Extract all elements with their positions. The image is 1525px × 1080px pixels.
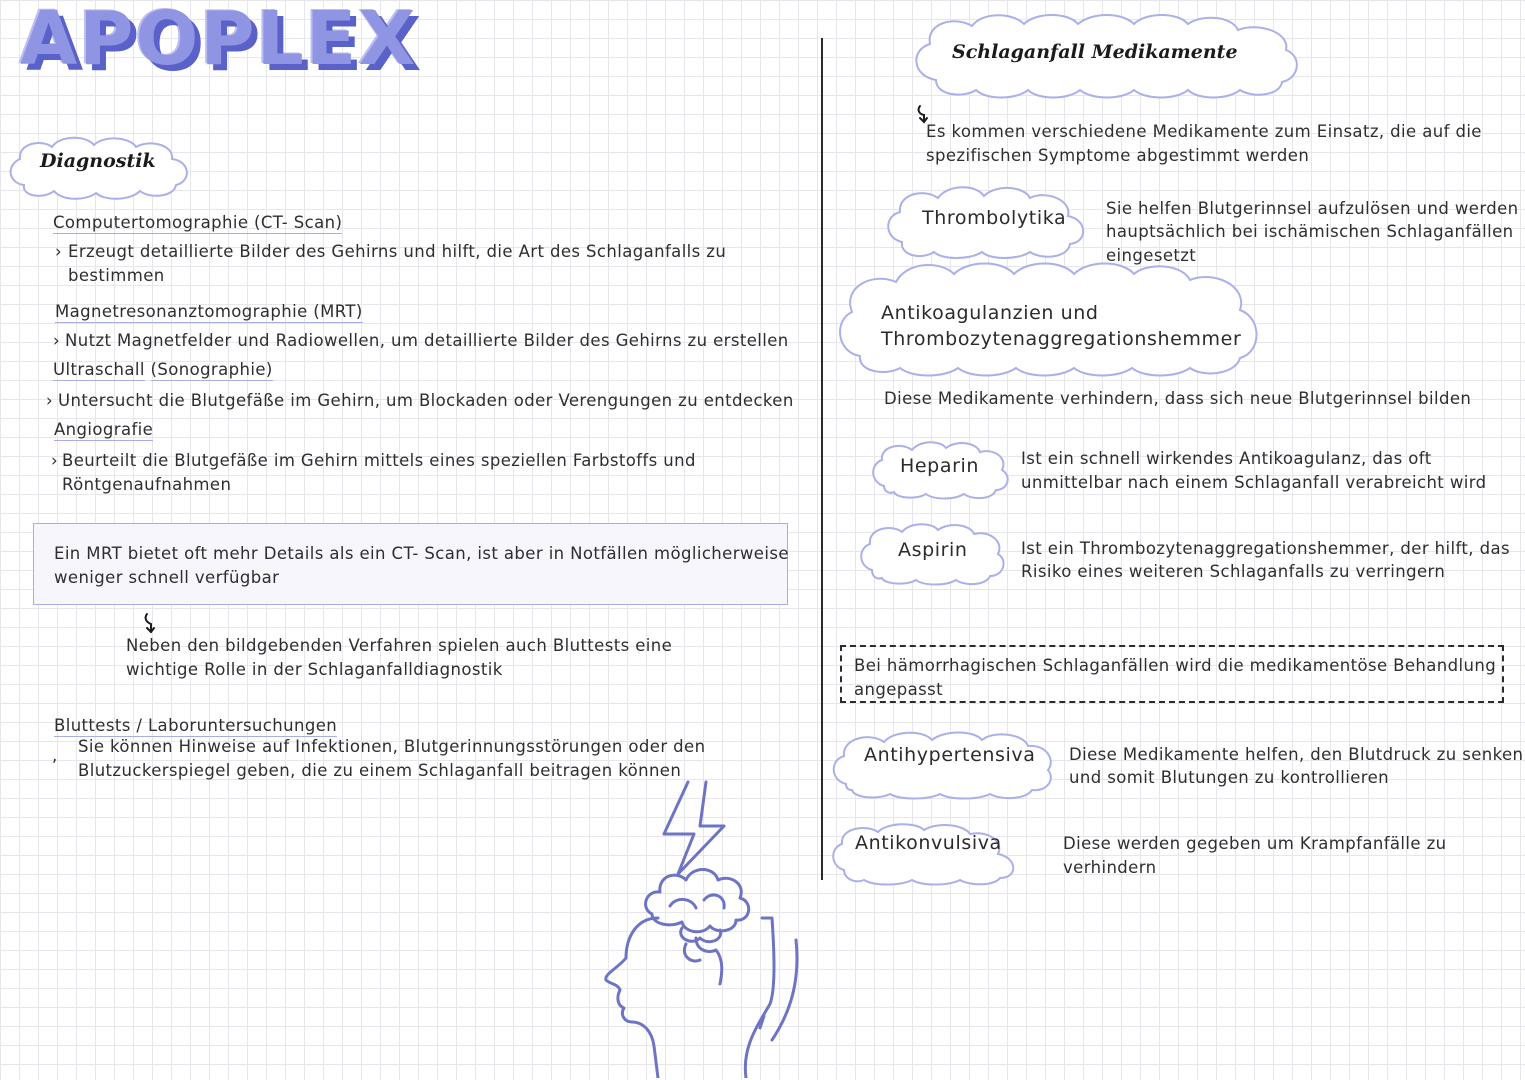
- bloodtests-intro-line1: Neben den bildgebenden Verfahren spielen auch Bluttests eine: [126, 636, 673, 655]
- page-title: APOPLEX: [20, 0, 418, 82]
- medications-intro-line2: spezifischen Symptome abgestimmt werden: [926, 146, 1310, 165]
- curved-arrow-icon: [142, 612, 162, 636]
- bloodtests-line2: Blutzuckerspiegel geben, die zu einem Schlaganfall beitragen können: [78, 761, 682, 780]
- thrombolytika-line3: eingesetzt: [1106, 246, 1197, 265]
- bloodtests-intro-line2: wichtige Rolle in der Schlaganfalldiagnostik: [126, 660, 503, 679]
- medications-heading: Schlaganfall Medikamente: [952, 41, 1238, 63]
- ct-title-text: Computertomographie (CT- Scan): [53, 213, 343, 232]
- medications-intro-line1: Es kommen verschiedene Medikamente zum Einsatz, die auf die: [926, 122, 1482, 141]
- angio-title: [54, 418, 153, 442]
- ultrasound-title-a: Ultraschall: [53, 360, 145, 379]
- aspirin-label: Aspirin: [898, 539, 968, 561]
- bullet-chevron-icon: ,: [52, 746, 58, 765]
- ct-title: [53, 211, 342, 235]
- heparin-line1: Ist ein schnell wirkendes Antikoagulanz, das oft: [1021, 449, 1432, 468]
- antikoag-label-line1: Antikoagulanzien und: [881, 302, 1099, 324]
- antikoag-label-line2: Thrombozytenaggregationshemmer: [881, 328, 1242, 350]
- head-brain-lightning-illustration: [596, 778, 806, 1078]
- hemorrhagic-note-line2: angepasst: [854, 680, 944, 699]
- ultrasound-title: [53, 358, 273, 382]
- bloodtests-line1: Sie können Hinweise auf Infektionen, Blutgerinnungsstörungen oder den: [78, 737, 706, 756]
- bloodtests-title-text: Bluttests / Laboruntersuchungen: [54, 716, 338, 735]
- mrt-note-line1: Ein MRT bietet oft mehr Details als ein CT- Scan, ist aber in Notfällen möglicherweise: [54, 544, 789, 563]
- antikonvulsiva-line2: verhindern: [1063, 858, 1157, 877]
- antihypertensiva-line1: Diese Medikamente helfen, den Blutdruck zu senken: [1069, 745, 1524, 764]
- bullet-chevron-icon: ›: [51, 451, 58, 470]
- angio-bullet-cont: Röntgenaufnahmen: [62, 475, 232, 494]
- heparin-label: Heparin: [900, 455, 980, 477]
- bullet-chevron-icon: ›: [53, 331, 60, 350]
- column-divider: [821, 38, 823, 880]
- mrt-title: [55, 300, 363, 324]
- ultrasound-title-b: (Sonographie): [150, 360, 273, 379]
- ct-bullet: Erzeugt detaillierte Bilder des Gehirns und hilft, die Art des Schlaganfalls zu: [68, 242, 727, 261]
- angio-title-text: Angiografie: [54, 420, 154, 439]
- mrt-title-text: Magnetresonanztomographie (MRT): [55, 302, 363, 321]
- bullet-chevron-icon: ›: [55, 242, 62, 261]
- thrombolytika-line1: Sie helfen Blutgerinnsel aufzulösen und werden: [1106, 199, 1519, 218]
- aspirin-line2: Risiko eines weiteren Schlaganfalls zu verringern: [1021, 562, 1446, 581]
- diagnostics-heading: Diagnostik: [40, 150, 156, 172]
- hemorrhagic-note-line1: Bei hämorrhagischen Schlaganfällen wird die medikamentöse Behandlung: [854, 656, 1497, 675]
- mrt-bullet: Nutzt Magnetfelder und Radiowellen, um detaillierte Bilder des Gehirns zu erstellen: [65, 331, 789, 350]
- thrombolytika-line2: hauptsächlich bei ischämischen Schlaganfällen: [1106, 222, 1514, 241]
- thrombolytika-label: Thrombolytika: [922, 207, 1067, 229]
- aspirin-line1: Ist ein Thrombozytenaggregationshemmer, der hilft, das: [1021, 539, 1510, 558]
- bullet-chevron-icon: ›: [46, 391, 53, 410]
- antikoag-desc: Diese Medikamente verhindern, dass sich neue Blutgerinnsel bilden: [884, 389, 1472, 408]
- mrt-note-line2: weniger schnell verfügbar: [54, 568, 280, 587]
- ultrasound-bullet: Untersucht die Blutgefäße im Gehirn, um Blockaden oder Verengungen zu entdecken: [58, 391, 794, 410]
- ct-bullet-cont: bestimmen: [68, 266, 165, 285]
- heparin-line2: unmittelbar nach einem Schlaganfall verabreicht wird: [1021, 473, 1487, 492]
- antikonvulsiva-line1: Diese werden gegeben um Krampfanfälle zu: [1063, 834, 1447, 853]
- antikonvulsiva-label: Antikonvulsiva: [855, 832, 1002, 854]
- antihypertensiva-line2: und somit Blutungen zu kontrollieren: [1069, 768, 1389, 787]
- antihypertensiva-label: Antihypertensiva: [864, 744, 1036, 766]
- angio-bullet: Beurteilt die Blutgefäße im Gehirn mittels eines speziellen Farbstoffs und: [62, 451, 696, 470]
